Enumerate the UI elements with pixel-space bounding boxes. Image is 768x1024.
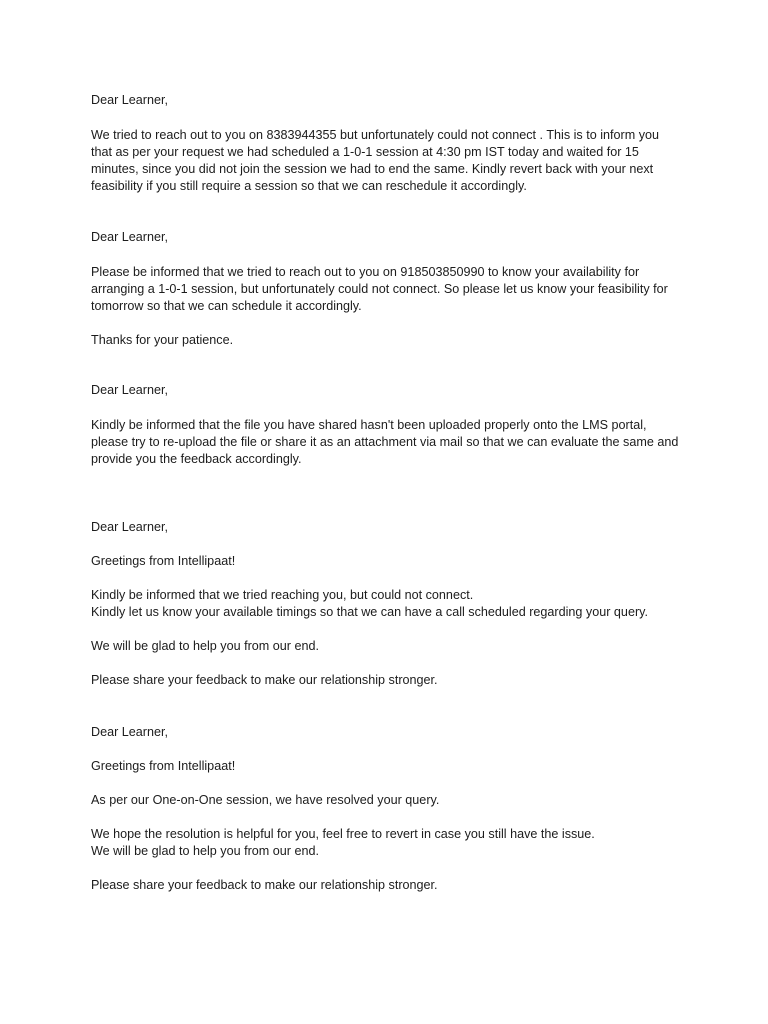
letter-template-4 — [91, 519, 691, 689]
paragraph-line: Kindly let us know your available timings so that we can have a call scheduled regarding your query. — [91, 605, 648, 619]
letter-paragraph — [91, 638, 691, 655]
paragraph-line: Greetings from Intellipaat! — [91, 759, 236, 773]
paragraph-line: Kindly be informed that the file you have shared hasn't been uploaded properly onto the LMS portal, — [91, 418, 647, 432]
paragraph-line: Please share your feedback to make our relationship stronger. — [91, 878, 438, 892]
paragraph-line: feasibility if you still require a session so that we can reschedule it accordingly. — [91, 179, 527, 193]
paragraph-line: minutes, since you did not join the session we had to end the same. Kindly revert back with your next — [91, 162, 654, 176]
paragraph-line: provide you the feedback accordingly. — [91, 452, 302, 466]
letter-greeting: Dear Learner, — [91, 383, 169, 397]
letter-template-2 — [91, 229, 691, 349]
letter-template-3 — [91, 382, 691, 468]
paragraph-line: tomorrow so that we can schedule it accordingly. — [91, 299, 362, 313]
paragraph-line: Please be informed that we tried to reach out to you on 918503850990 to know your availability for — [91, 265, 640, 279]
paragraph-line: As per our One-on-One session, we have resolved your query. — [91, 793, 440, 807]
letter-greeting: Dear Learner, — [91, 520, 169, 534]
paragraph-line: Greetings from Intellipaat! — [91, 554, 236, 568]
paragraph-line: Please share your feedback to make our relationship stronger. — [91, 673, 438, 687]
letter-paragraph — [91, 417, 691, 468]
letter-greeting: Dear Learner, — [91, 230, 169, 244]
letter-greeting: Dear Learner, — [91, 725, 169, 739]
paragraph-line: We will be glad to help you from our end. — [91, 639, 319, 653]
paragraph-line: please try to re-upload the file or share it as an attachment via mail so that we can evaluate the same and — [91, 435, 679, 449]
letter-paragraph — [91, 332, 691, 349]
letter-paragraph — [91, 127, 691, 195]
letter-paragraph — [91, 877, 691, 894]
letter-paragraph — [91, 553, 691, 570]
paragraph-line: that as per your request we had scheduled a 1-0-1 session at 4:30 pm IST today and waited for 15 — [91, 145, 639, 159]
paragraph-line: Kindly be informed that we tried reaching you, but could not connect. — [91, 588, 474, 602]
letter-paragraph — [91, 264, 691, 315]
letter-paragraph — [91, 826, 691, 860]
letter-paragraph — [91, 672, 691, 689]
letter-paragraph — [91, 792, 691, 809]
paragraph-line: We will be glad to help you from our end. — [91, 844, 319, 858]
paragraph-line: We hope the resolution is helpful for you, feel free to revert in case you still have the issue. — [91, 827, 595, 841]
paragraph-line: Thanks for your patience. — [91, 333, 234, 347]
letter-template-1 — [91, 92, 691, 195]
letter-greeting: Dear Learner, — [91, 93, 169, 107]
letter-paragraph — [91, 587, 691, 621]
paragraph-line: We tried to reach out to you on 8383944355 but unfortunately could not connect . This is to inform you — [91, 128, 660, 142]
letter-template-5 — [91, 724, 691, 894]
letter-paragraph — [91, 758, 691, 775]
paragraph-line: arranging a 1-0-1 session, but unfortunately could not connect. So please let us know your feasibility for — [91, 282, 668, 296]
